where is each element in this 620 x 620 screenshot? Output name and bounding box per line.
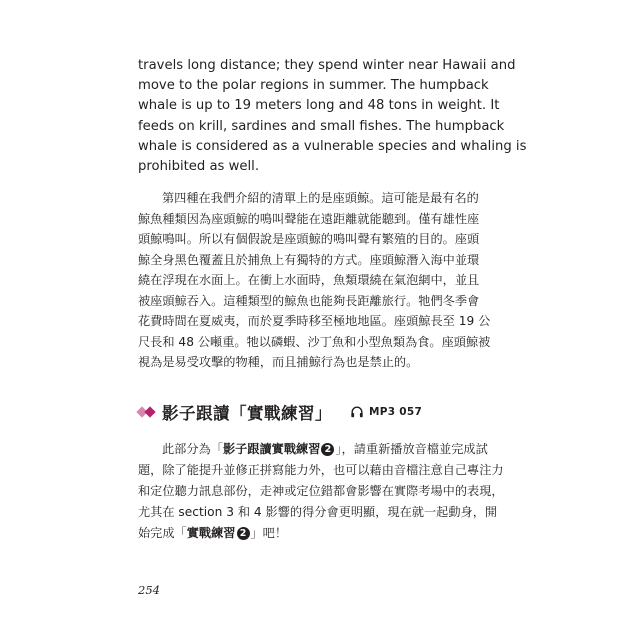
chinese-line: 鯨魚種類因為座頭鯨的鳴叫聲能在遠距離就能聽到。僅有雄性座 [138,211,480,226]
english-line: feeds on krill, sardines and small fishes. The humpback [138,118,505,134]
diamond-bullet-icon [138,404,158,420]
chinese-line: 第四種在我們介紹的清單上的是座頭鯨。這可能是最有名的 [162,191,479,205]
chinese-line: 頭鯨鳴叫。所以有個假說是座頭鯨的鳴叫聲有繁殖的目的。座頭 [138,232,480,246]
english-line: travels long distance; they spend winter near Hawaii and [138,58,516,73]
section-title: 影子跟讀「實戰練習」 [162,404,332,423]
number-2-badge: 2 [321,443,334,456]
english-paragraph [138,56,527,177]
page-number: 254 [138,583,160,597]
english-line: whale is up to 19 meters long and 48 tons in weight. It [138,98,500,114]
audio-track[interactable] [350,405,422,419]
practice-name: 實戰練習 [186,526,236,540]
audio-track-label: MP3 057 [369,406,423,418]
english-line: whale is considered as a vulnerable species and whaling is [138,138,527,154]
chinese-paragraph [138,188,491,373]
chinese-line: 尺長和 48 公噸重。牠以磷蝦、沙丁魚和小型魚類為食。座頭鯨被 [138,334,491,349]
english-line: move to the polar regions in summer. The humpback [138,78,489,94]
instruction-line: 題，除了能提升並修正拼寫能力外，也可以藉由音檔注意自己專注力 [138,463,504,477]
number-2-badge: 2 [237,527,250,540]
english-line: prohibited as well. [138,159,260,175]
practice-name: 影子跟讀實戰練習 [222,442,321,456]
instruction-line: 始完成「實戰練習 2 」吧！ [138,526,288,540]
instruction-line: 此部分為「影子跟讀實戰練習 2 」，請重新播放音檔並完成試 [162,442,488,456]
chinese-line: 鯨全身黑色覆蓋且於捕魚上有獨特的方式。座頭鯨潛入海中並環 [138,252,480,267]
chinese-line: 被座頭鯨吞入。這種類型的鯨魚也能夠長距離旅行。牠們冬季會 [138,293,480,308]
instruction-paragraph [138,439,504,544]
instruction-line: 和定位聽力訊息部份，走神或定位錯都會影響在實際考場中的表現， [138,484,504,498]
headphones-icon [350,405,364,419]
instruction-line: 尤其在 section 3 和 4 影響的得分會更明顯，現在就一起動身，開 [138,505,498,519]
chinese-line: 繞在浮現在水面上。在衝上水面時，魚類環繞在氣泡網中，並且 [138,273,480,287]
chinese-line: 花費時間在夏威夷，而於夏季時移至極地地區。座頭鯨長至 19 公 [138,314,491,328]
section-heading [138,401,422,423]
chinese-line: 視為是易受攻擊的物種，而且捕鯨行為也是禁止的。 [138,355,419,369]
